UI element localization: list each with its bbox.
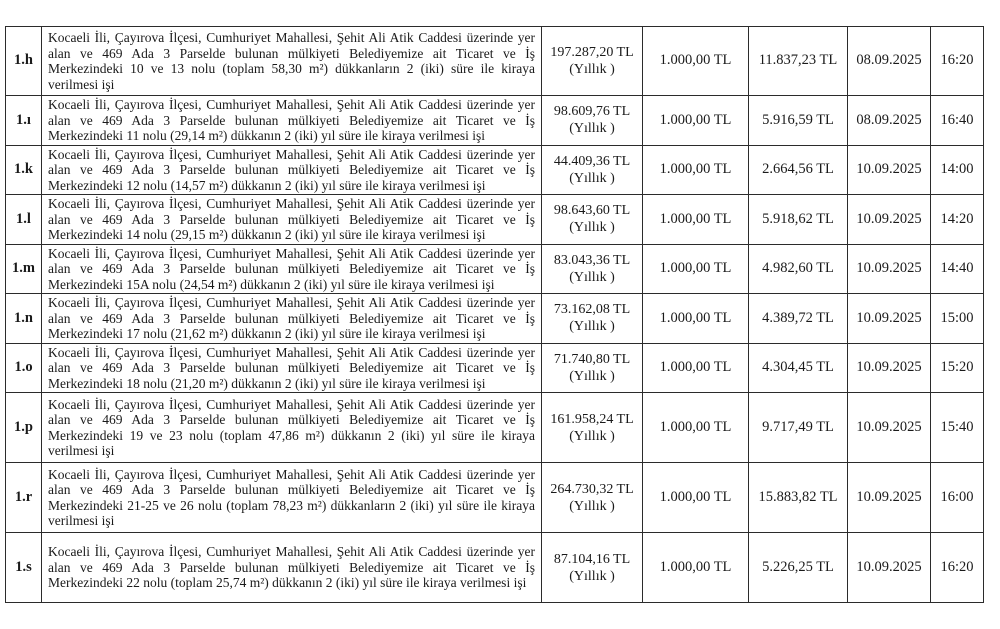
estimated-price: 71.740,80 TL xyxy=(553,351,631,367)
table-row xyxy=(6,96,984,146)
provisional-deposit: 9.717,49 TL xyxy=(749,393,848,463)
item-number: 1.h xyxy=(6,27,42,96)
item-number: 1.o xyxy=(6,343,42,393)
tender-table xyxy=(5,26,984,603)
tender-time: 14:40 xyxy=(931,244,984,294)
specification-fee: 1.000,00 TL xyxy=(643,393,749,463)
price-period: (Yıllık ) xyxy=(569,319,615,335)
estimated-price-cell xyxy=(542,463,643,533)
estimated-price-cell xyxy=(542,195,643,245)
tender-date: 10.09.2025 xyxy=(848,294,931,344)
item-description: Kocaeli İli, Çayırova İlçesi, Cumhuriyet Mahallesi, Şehit Ali Atik Caddesi üzerinde yer alan ve 469 Ada 3 Parselde bulunan mülkiyeti Belediyemize ait Ticaret ve İş Merkezindeki 18 nolu (21,20 m²) dükkanın 2 (iki) yıl süre ile kiraya verilmesi işi xyxy=(42,343,542,393)
tender-time: 15:20 xyxy=(931,343,984,393)
tender-time: 16:00 xyxy=(931,463,984,533)
table-row xyxy=(6,533,984,603)
provisional-deposit: 11.837,23 TL xyxy=(749,27,848,96)
table-row xyxy=(6,27,984,96)
item-description: Kocaeli İli, Çayırova İlçesi, Cumhuriyet Mahallesi, Şehit Ali Atik Caddesi üzerinde yer alan ve 469 Ada 3 Parselde bulunan mülkiyeti Belediyemize ait Ticaret ve İş Merkezindeki 21-25 ve 26 nolu (toplam 78,23 m²) dükkanların 2 (iki) yıl süre ile kiraya verilmesi işi xyxy=(42,463,542,533)
table-row xyxy=(6,294,984,344)
item-number: 1.p xyxy=(6,393,42,463)
provisional-deposit: 4.389,72 TL xyxy=(749,294,848,344)
item-number: 1.s xyxy=(6,533,42,603)
provisional-deposit: 15.883,82 TL xyxy=(749,463,848,533)
item-number: 1.r xyxy=(6,463,42,533)
estimated-price-cell xyxy=(542,533,643,603)
price-period: (Yıllık ) xyxy=(569,498,615,514)
tender-time: 16:20 xyxy=(931,27,984,96)
specification-fee: 1.000,00 TL xyxy=(643,343,749,393)
estimated-price-cell xyxy=(542,244,643,294)
item-number: 1.n xyxy=(6,294,42,344)
item-description: Kocaeli İli, Çayırova İlçesi, Cumhuriyet Mahallesi, Şehit Ali Atik Caddesi üzerinde yer alan ve 469 Ada 3 Parselde bulunan mülkiyeti Belediyemize ait Ticaret ve İş Merkezindeki 22 nolu (toplam 25,74 m²) dükkanın 2 (iki) yıl süre ile kiraya verilmesi işi xyxy=(42,533,542,603)
price-period: (Yıllık ) xyxy=(569,368,615,384)
item-number: 1.k xyxy=(6,145,42,195)
table-row xyxy=(6,393,984,463)
estimated-price-cell xyxy=(542,343,643,393)
estimated-price-cell xyxy=(542,294,643,344)
tender-time: 14:20 xyxy=(931,195,984,245)
price-period: (Yıllık ) xyxy=(569,568,615,584)
item-description: Kocaeli İli, Çayırova İlçesi, Cumhuriyet Mahallesi, Şehit Ali Atik Caddesi üzerinde yer alan ve 469 Ada 3 Parselde bulunan mülkiyeti Belediyemize ait Ticaret ve İş Merkezindeki 10 ve 13 nolu (toplam 58,30 m²) dükkanların 2 (iki) süre ile kiraya verilmesi işi xyxy=(42,27,542,96)
tender-date: 08.09.2025 xyxy=(848,96,931,146)
estimated-price: 73.162,08 TL xyxy=(553,302,631,318)
estimated-price: 98.609,76 TL xyxy=(553,104,631,120)
item-description: Kocaeli İli, Çayırova İlçesi, Cumhuriyet Mahallesi, Şehit Ali Atik Caddesi üzerinde yer alan ve 469 Ada 3 Parselde bulunan mülkiyeti Belediyemize ait Ticaret ve İş Merkezindeki 17 nolu (21,62 m²) dükkanın 2 (iki) yıl süre ile kiraya verilmesi işi xyxy=(42,294,542,344)
item-description: Kocaeli İli, Çayırova İlçesi, Cumhuriyet Mahallesi, Şehit Ali Atik Caddesi üzerinde yer alan ve 469 Ada 3 Parselde bulunan mülkiyeti Belediyemize ait Ticaret ve İş Merkezindeki 11 nolu (29,14 m²) dükkanın 2 (iki) yıl süre ile kiraya verilmesi işi xyxy=(42,96,542,146)
item-number: 1.m xyxy=(6,244,42,294)
tender-time: 16:20 xyxy=(931,533,984,603)
estimated-price: 44.409,36 TL xyxy=(553,153,631,169)
estimated-price: 83.043,36 TL xyxy=(553,252,631,268)
specification-fee: 1.000,00 TL xyxy=(643,145,749,195)
price-period: (Yıllık ) xyxy=(569,121,615,137)
estimated-price: 87.104,16 TL xyxy=(553,551,631,567)
provisional-deposit: 4.982,60 TL xyxy=(749,244,848,294)
table-row xyxy=(6,244,984,294)
estimated-price-cell xyxy=(542,145,643,195)
tender-date: 08.09.2025 xyxy=(848,27,931,96)
price-period: (Yıllık ) xyxy=(569,428,615,444)
tender-time: 15:40 xyxy=(931,393,984,463)
specification-fee: 1.000,00 TL xyxy=(643,463,749,533)
tender-table-container xyxy=(5,26,983,603)
tender-date: 10.09.2025 xyxy=(848,463,931,533)
item-description: Kocaeli İli, Çayırova İlçesi, Cumhuriyet Mahallesi, Şehit Ali Atik Caddesi üzerinde yer alan ve 469 Ada 3 Parselde bulunan mülkiyeti Belediyemize ait Ticaret ve İş Merkezindeki 12 nolu (14,57 m²) dükkanın 2 (iki) yıl süre ile kiraya verilmesi işi xyxy=(42,145,542,195)
tender-time: 15:00 xyxy=(931,294,984,344)
tender-time: 16:40 xyxy=(931,96,984,146)
item-description: Kocaeli İli, Çayırova İlçesi, Cumhuriyet Mahallesi, Şehit Ali Atik Caddesi üzerinde yer alan ve 469 Ada 3 Parselde bulunan mülkiyeti Belediyemize ait Ticaret ve İş Merkezindeki 14 nolu (29,15 m²) dükkanın 2 (iki) yıl süre ile kiraya verilmesi işi xyxy=(42,195,542,245)
item-description: Kocaeli İli, Çayırova İlçesi, Cumhuriyet Mahallesi, Şehit Ali Atik Caddesi üzerinde yer alan ve 469 Ada 3 Parselde bulunan mülkiyeti Belediyemize ait Ticaret ve İş Merkezindeki 15A nolu (24,54 m²) dükkanın 2 (iki) yıl süre ile kiraya verilmesi işi xyxy=(42,244,542,294)
specification-fee: 1.000,00 TL xyxy=(643,195,749,245)
provisional-deposit: 2.664,56 TL xyxy=(749,145,848,195)
estimated-price: 161.958,24 TL xyxy=(550,411,634,427)
item-number: 1.ı xyxy=(6,96,42,146)
provisional-deposit: 4.304,45 TL xyxy=(749,343,848,393)
price-period: (Yıllık ) xyxy=(569,269,615,285)
tender-date: 10.09.2025 xyxy=(848,145,931,195)
provisional-deposit: 5.918,62 TL xyxy=(749,195,848,245)
estimated-price-cell xyxy=(542,27,643,96)
specification-fee: 1.000,00 TL xyxy=(643,294,749,344)
estimated-price: 197.287,20 TL xyxy=(550,45,634,60)
provisional-deposit: 5.226,25 TL xyxy=(749,533,848,603)
estimated-price: 98.643,60 TL xyxy=(553,203,631,219)
table-row xyxy=(6,145,984,195)
provisional-deposit: 5.916,59 TL xyxy=(749,96,848,146)
estimated-price-cell xyxy=(542,393,643,463)
specification-fee: 1.000,00 TL xyxy=(643,244,749,294)
estimated-price: 264.730,32 TL xyxy=(550,481,634,497)
table-row xyxy=(6,195,984,245)
table-row xyxy=(6,463,984,533)
item-description: Kocaeli İli, Çayırova İlçesi, Cumhuriyet Mahallesi, Şehit Ali Atik Caddesi üzerinde yer alan ve 469 Ada 3 Parselde bulunan mülkiyeti Belediyemize ait Ticaret ve İş Merkezindeki 19 ve 23 nolu (toplam 47,86 m²) dükkanın 2 (iki) yıl süre ile kiraya verilmesi işi xyxy=(42,393,542,463)
specification-fee: 1.000,00 TL xyxy=(643,96,749,146)
tender-date: 10.09.2025 xyxy=(848,393,931,463)
tender-date: 10.09.2025 xyxy=(848,195,931,245)
price-period: (Yıllık ) xyxy=(569,62,615,77)
tender-date: 10.09.2025 xyxy=(848,533,931,603)
price-period: (Yıllık ) xyxy=(569,220,615,236)
tender-date: 10.09.2025 xyxy=(848,244,931,294)
specification-fee: 1.000,00 TL xyxy=(643,27,749,96)
table-row xyxy=(6,343,984,393)
item-number: 1.l xyxy=(6,195,42,245)
tender-date: 10.09.2025 xyxy=(848,343,931,393)
specification-fee: 1.000,00 TL xyxy=(643,533,749,603)
price-period: (Yıllık ) xyxy=(569,170,615,186)
tender-time: 14:00 xyxy=(931,145,984,195)
estimated-price-cell xyxy=(542,96,643,146)
table-body xyxy=(6,27,984,603)
